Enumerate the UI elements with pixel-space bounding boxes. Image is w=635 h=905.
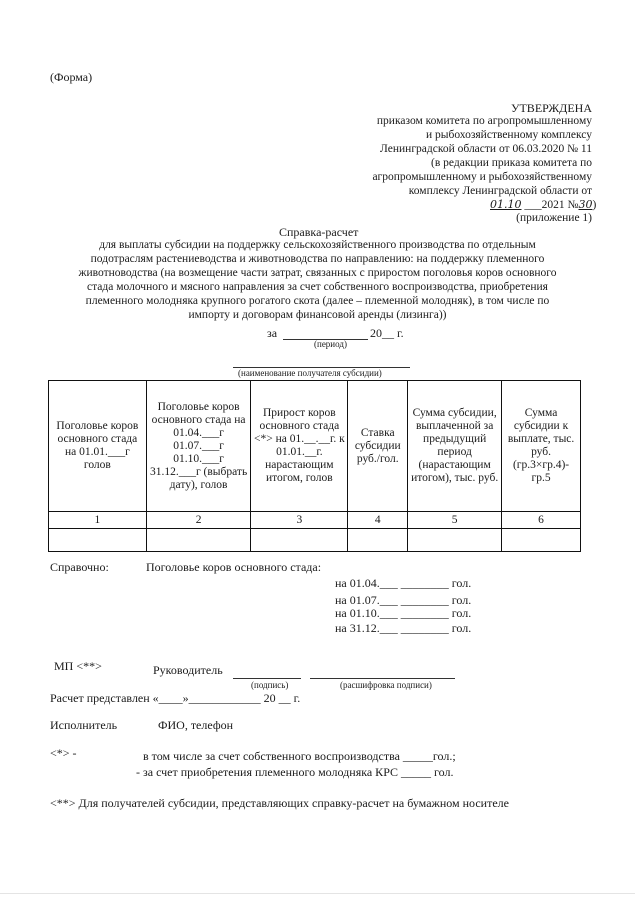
header-cell: Ставка субсидии руб./гол.	[348, 381, 408, 512]
footnote-star-line: в том числе за счет собственного воспроизводства _____гол.;	[143, 749, 456, 763]
form-label: (Форма)	[50, 70, 93, 84]
footnote-double-star: <**> Для получателей субсидии, представляющих справку-расчет на бумажном носителе	[50, 796, 509, 810]
table-cell[interactable]	[146, 529, 251, 552]
reference-text: Поголовье коров основного стада:	[146, 560, 322, 574]
footnote-star-mark: <*> -	[50, 746, 77, 760]
column-number: 4	[348, 512, 408, 529]
approval-line: агропромышленному и рыбохозяйственному	[372, 171, 592, 183]
header-cell: Прирост коров основного стада <*> на 01.__.__г. к 01.01.__г. нарастающим итогом, голов	[251, 381, 348, 512]
approval-line: и рыбохозяйственному комплексу	[425, 129, 592, 141]
head-label: Руководитель	[153, 663, 223, 677]
column-number: 6	[502, 512, 581, 529]
sign-blank[interactable]	[233, 678, 301, 679]
reference-label: Справочно:	[50, 560, 109, 574]
period-caption: (период)	[314, 339, 347, 349]
reference-date: на 01.04.___ ________ гол.	[335, 576, 472, 590]
header-cell: Поголовье коров основного стада на 01.01.___г голов	[49, 381, 147, 512]
reference-date: на 01.10.___ ________ гол.	[335, 606, 472, 620]
executor-label: Исполнитель	[50, 718, 118, 732]
subtitle-line: животноводства (на возмещение части затрат, связанных с приростом поголовья коров основного	[78, 267, 557, 279]
header-cell: Поголовье коров основного стада на 01.04.___г 01.07.___г 01.10.___г 31.12.___г (выбрать дату), голов	[146, 381, 251, 512]
approval-year: 2021 №	[541, 199, 579, 211]
page-bottom-divider	[0, 893, 635, 894]
approval-appendix: (приложение 1)	[516, 212, 592, 224]
approval-line: приказом комитета по агропромышленному	[376, 115, 592, 127]
column-number: 3	[251, 512, 348, 529]
table-cell[interactable]	[408, 529, 502, 552]
doc-title: Справка-расчет	[279, 225, 359, 239]
table-row[interactable]	[49, 529, 581, 552]
decode-blank[interactable]	[310, 678, 455, 679]
handwritten-date: 01.10	[490, 198, 522, 211]
table-number-row	[49, 512, 581, 529]
subtitle-line: подотраслям растениеводства и животноводства по направлению: на поддержку племенного	[90, 253, 545, 265]
header-cell: Сумма субсидии, выплаченной за предыдущий период (нарастающим итогом), тыс. руб.	[408, 381, 502, 512]
table-cell[interactable]	[348, 529, 408, 552]
table-cell[interactable]	[502, 529, 581, 552]
presented-line: Расчет представлен «____»____________ 20 __ г.	[50, 691, 301, 705]
column-number: 5	[408, 512, 502, 529]
sign-caption: (подпись)	[251, 680, 289, 690]
subtitle-line: для выплаты субсидии на поддержку сельскохозяйственного производства по отдельным	[99, 239, 536, 251]
approval-title: УТВЕРЖДЕНА	[510, 101, 592, 115]
column-number: 2	[146, 512, 251, 529]
subtitle-line: стада молочного и мясного направления за счет собственного воспроизводства, приобретения	[87, 281, 548, 293]
mp-label: МП <**>	[54, 659, 102, 673]
column-number: 1	[49, 512, 147, 529]
header-cell: Сумма субсидии к выплате, тыс. руб. (гр.3×гр.4)- гр.5	[502, 381, 581, 512]
approval-line: комплексу Ленинградской области от	[408, 185, 592, 197]
decode-caption: (расшифровка подписи)	[340, 680, 432, 690]
table-cell[interactable]	[251, 529, 348, 552]
reference-date: на 01.07.___ ________ гол.	[335, 593, 472, 607]
period-prefix: за	[267, 326, 278, 340]
reference-date: на 31.12.___ ________ гол.	[335, 621, 472, 635]
approval-line: (в редакции приказа комитета по	[431, 157, 592, 169]
table-cell[interactable]	[49, 529, 147, 552]
approval-line: Ленинградской области от 06.03.2020 № 11	[380, 143, 592, 155]
subtitle-line: импорту и договорам финансовой аренды (лизинга))	[188, 309, 447, 321]
recipient-caption: (наименование получателя субсидии)	[238, 368, 382, 378]
approval-date-line: 01.10 ___2021 №30)	[490, 198, 597, 211]
subtitle-line: племенного молодняка крупного рогатого скота (далее – племенной молодняк), в том числе по	[85, 295, 550, 307]
table-header-row	[49, 381, 581, 512]
footnote-star-line: - за счет приобретения племенного молодняка КРС _____ гол.	[136, 765, 454, 779]
subsidy-table	[48, 380, 581, 552]
executor-text: ФИО, телефон	[158, 718, 234, 732]
period-year: 20__ г.	[370, 326, 404, 340]
handwritten-number: 30	[578, 198, 593, 211]
